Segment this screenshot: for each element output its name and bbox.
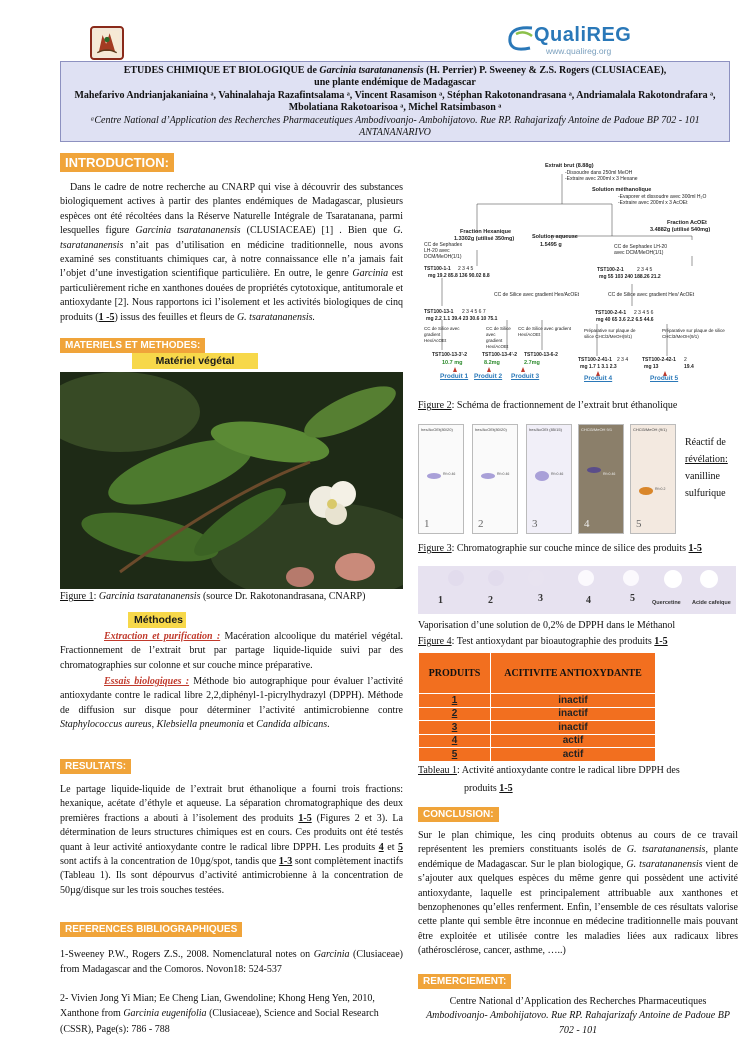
table-row: 4 actif [419,734,656,748]
vegetal-subheading: Matériel végétal [132,353,258,369]
scheme-acoet-mass: 3.4882g (utilisé 540mg) [650,227,711,233]
scheme-p4-method: Préparative sur plaque de silice CHCl3/MeOH(9/1) [584,328,636,339]
scheme-ts1-n: 2 3 4 5 [458,266,474,272]
scheme-ts13: TST100-13-1 [424,309,454,315]
scheme-ts241-mg: mg 1.7 1 3.1 2.3 [580,364,617,370]
scheme-brut-step1: -Dissoudre dans 250ml MeOH [565,170,633,176]
dpph-label-5: 5 [630,593,635,604]
fractionation-scheme [412,160,737,392]
tableau1-caption: Tableau 1: Activité antioxydante contre le radical libre DPPH des [418,765,680,776]
dpph-label-1: 1 [438,595,443,606]
scheme-hex: Fraction Hexanique [460,229,512,235]
scheme-p2-mass: 8.2mg [484,360,500,366]
scheme-p3-code: TST100-13-6-2 [524,352,558,358]
methods-subheading: Méthodes [128,612,186,628]
scheme-brut-step2: -Extraire avec 200ml x 3 Hexane [565,176,638,182]
results-text: Le partage liquide-liquide de l’extrait brut éthanolique a fourni trois fractions: hexanique, acétate d’éthyle et aqueuse. La séparation chromatographique des deux premières fractions a abouti à l’isolement des produits 1-5 (Figures 2 et 3). La détermination de leurs structures chimiques est en cours. Ces produits ont été testés quant à leur activité antioxydante contre le radical libre DPPH. Les produits 4 et 5 sont actifs à la concentration de 10µg/spot, tandis que 1-3 sont complètement inactifs (Tableau 1). Ils sont dépourvus d’activité antimicrobienne à la concentration de 50µg/disque sur les trois souches testées. [60,784,404,896]
product-4-link: Produit 4 [584,375,613,382]
scheme-acoet: Fraction AcOEt [667,220,707,226]
scheme-p2-method: CC de Silice avec gradient Hex/AcOEt [486,326,511,349]
scheme-cc1: CC de Sephadex LH-20 avec DCM/MeOH(1/1) [424,242,463,260]
scheme-ts13-n: 2 3 4 5 6 7 [462,309,486,315]
scheme-methanolic: Solution méthanolique [592,187,652,193]
conclusion-heading: CONCLUSION: [418,807,499,822]
scheme-p2-code: TST100-13-4'-2 [482,352,518,358]
reference-2: 2- Vivien Jong Yi Mian; Ee Cheng Lian, Gwendoline; Khong Heng Yen, 2010, Xanthone from Garcinia eugenifolia (Clusiaceae), Science and Social Research (CSSR), Page(s): 786 - 788 [60,993,379,1035]
dpph-bioautography-strip [418,566,736,614]
scheme-ts241: TST100-2-41-1 [578,357,612,363]
scheme-ts24-mg: mg 40 65 3.6 2.2 6.5 44.6 [596,317,654,323]
authors-line-2: Mbolatiana Rakotoarisoa ᵃ, Michel Ratsimbason ᵃ [288,102,502,114]
scheme-ts242-last: 19.4 [684,364,694,370]
dpph-caption: Vaporisation d’une solution de 0,2% de DPPH dans le Méthanol [418,620,676,631]
qualireg-brand: QualiREG [534,24,632,46]
tlc-plates [418,424,678,536]
scheme-cc-silica2: CC de Silice avec gradient Hex/ AcOEt [608,292,695,298]
scheme-ts241-n: 2 3 4 [617,357,629,363]
materials-heading: MATERIELS ET METHODES: [60,338,205,353]
scheme-p3-mass: 2.7mg [524,360,540,366]
scheme-p1-code: TST100-13-3'-2 [432,352,468,358]
authors-line-1: Mahefarivo Andrianjakaniaina ᵃ, Vahinalahaja Razafintsalama ᵃ, Vincent Rasamison ᵃ, Stéphan Rakotonandrasana ᵃ, Andriamalala Rakotondrafara ᵃ, [74,89,716,101]
scheme-ts242: TST100-2-42-1 [642,357,676,363]
product-3-link: Produit 3 [511,373,540,380]
scheme-p3-method: CC de Silice avec gradient Hex/AcOEt [518,326,572,337]
affiliation: ᵃCentre National d’Application des Recherches Pharmaceutiques Ambodivoanjo- Ambohijatovo. Rue RP. Rahajarizafy Antoine de Padoue BP 702 - 101 ANTANANARIVO [90,114,700,139]
poster-subtitle: une plante endémique de Madagascar [314,77,476,89]
qualireg-url: www.qualireg.org [546,46,612,56]
dpph-label-acide-cafeique: Acide cafeique [692,600,731,606]
qualireg-logo [502,22,652,58]
tlc-plate-2: hex/AcOEt(80/20) Rf=0.46 2 [472,424,518,534]
scheme-ts1: TST100-1-1 [424,266,451,272]
cnarp-logo [90,26,124,60]
revelation-reagent: Réactif de révélation: vanilline sulfurique [685,437,728,499]
antioxidant-table [418,652,656,762]
scheme-cc2: CC de Sephadex LH-20 avec DCM/MeOH(1/1) [614,244,668,256]
scheme-ts1-mg: mg 19.2 85.8 136 90.02 8.8 [428,273,490,279]
poster-title: ETUDES CHIMIQUE ET BIOLOGIQUE de Garcinia tsaratananensis (H. Perrier) P. Sweeney & Z.S. Rogers (CLUSIACEAE), [123,65,667,76]
product-2-link: Produit 2 [474,373,503,380]
scheme-ts242-n: 2 [684,357,687,363]
table-row: 1 inactif [419,694,656,708]
tlc-plate-1: hex/AcOEt(80/20) Rf=0.46 1 [418,424,464,534]
scheme-ts2: TST100-2-1 [597,267,624,273]
figure1-caption: Figure 1: Garcinia tsaratananensis (source Dr. Rakotonandrasana, CNARP) [60,591,366,602]
scheme-hex-mass: 1.3302g (utilisé 350mg) [454,236,515,242]
scheme-p1-mass: 10.7 mg [442,360,463,366]
remerciement-text: Centre National d’Application des Recherches Pharmaceutiques Ambodivoanjo- Ambohijatovo. Rue RP. Rahajarizafy Antoine de Padoue BP 702 - 101 [426,996,730,1036]
dpph-label-4: 4 [586,595,591,606]
reference-1: 1-Sweeney P.W., Rogers Z.S., 2008. Nomenclatural notes on Garcinia (Clusiaceae) from Madagascar and the Comoros. Novon18: 524-537 [60,949,403,976]
dpph-label-quercetine: Quercetine [652,600,681,606]
tlc-plate-5: CHCl3/MeOH (9/1) Rf=0.2 5 [630,424,676,534]
scheme-ts24-n: 2 3 4 5 6 [634,310,654,316]
scheme-ts24: TST100-2-4-1 [595,310,627,316]
dpph-label-2: 2 [488,595,493,606]
conclusion-text: Sur le plan chimique, les cinq produits obtenus au cours de ce travail représentent les premiers constituants isolés de G. tsaratananensis, plante endémique de Madagascar. Sur le plan biologique, G. tsaratananensis vient de s’ajouter aux quelques espèces du même genre qui possèdent une activité antioxydante, laquelle est principalement attribuable aux xanthones et benzophenones qu’elles renferment. Enfin, l’ensemble de ces résultats valorise cette plante qui semble être inconnue en médecine traditionnelle mais pouvant être exploitée et utilisée contre les maladies liées aux radicaux libres (athérosclérose, cancer, asthme, …..) [418,830,739,957]
tableau1-caption-line2: produits 1-5 [464,783,513,794]
scheme-meth-step2: -Extraire avec 200ml x 3 AcOEt [618,200,688,206]
scheme-p1-method: CC de Silice avec gradient Hex/AcOEt [424,326,460,343]
results-heading: RESULTATS: [60,759,131,774]
product-5-link: Produit 5 [650,375,679,382]
remerciement-heading: REMERCIEMENT: [418,974,511,989]
scheme-aq: Solution aqueuse [532,234,578,240]
scheme-ts13-mg: mg 2.2 1.1 39.4 23 30.6 10 75.1 [426,316,498,322]
plant-photo [60,372,403,589]
scheme-brut: Extrait brut (8.88g) [545,163,594,169]
scheme-ts2-mg: mg 55 103 240 188.26 21.2 [599,274,661,280]
tlc-plate-3: hex/AcOEt (85/15) Rf=0.46 3 [526,424,572,534]
figure4-caption: Figure 4: Test antioxydant par bioautographie des produits 1-5 [418,636,668,647]
extraction-text: Extraction et purification : Macération alcoolique du matériel végétal. Fractionnement de l’extrait brut par partage liquide-liquide suivi par des chromatographies sur colonne et sur couche mince préparative. [60,631,403,671]
tlc-plate-4: CHCl3/MeOH 9/1 Rf=0.46 4 [578,424,624,534]
table-row: 3 inactif [419,721,656,735]
figure3-caption: Figure 3: Chromatographie sur couche mince de silice des produits 1-5 [418,543,702,554]
table-row: 2 inactif [419,707,656,721]
scheme-ts242-mg: mg 13 [644,364,659,370]
introduction-text: Dans le cadre de notre recherche au CNARP qui vise à découvrir des substances biologiquement actives à partir des plantes endémiques de Madagascar, plusieurs espèces ont été récoltées dans la Réserve Naturelle Intégrale de Tsaratanana, parmi lesquelles figure Garcinia tsaratananensis (CLUSIACEAE) [1] . Bien que G. tsaratananensis n’ait pas d’utilisation en médicine traditionnelle, nous avons examiné ses constituants chimiques car, à notre connaissance elle n’a jamais fait l’objet d’une investigation scientifique particulière. En outre, le genre Garcinia est particulièrement riche en xanthones douées de propriétés cytotoxique, antitumorale et antioxydante [2]. Nous rapportons ici l’isolement et les activités biologiques de cinq produits (1 -5) issus des feuilles et fleurs de G. tsaratananensis. [60,182,403,323]
table-header-products: PRODUITS [419,653,491,694]
introduction-heading: INTRODUCTION: [60,153,174,172]
table-header-activity: ACITIVITE ANTIOXYDANTE [491,653,656,694]
scheme-ts2-n: 2 3 4 5 [637,267,653,273]
figure2-caption: Figure 2: Schéma de fractionnement de l’extrait brut éthanolique [418,400,678,411]
references-heading: REFERENCES BIBLIOGRAPHIQUES [60,922,242,937]
dpph-label-3: 3 [538,593,543,604]
table-row: 5 actif [419,748,656,762]
product-1-link: Produit 1 [440,373,469,380]
bio-assays-text: Essais biologiques : Méthode bio autographique pour évaluer l’activité antioxydante contre le radical libre 2,2,diphényl-1-picrylhydrazyl (DPPH). Méthode de diffusion sur disque pour déterminer l’activité antimicrobienne contre Staphylococcus aureus, Klebsiella pneumonia et Candida albicans. [60,676,403,731]
scheme-p5-method: Préparative sur plaque de silice CHCl3/MeOH(9/1) [662,328,725,339]
scheme-meth-step1: -Evaporer et dissoudre avec 300ml H₂O [618,194,707,200]
scheme-cc-silica1: CC de Silice avec gradient Hex/AcOEt [494,292,580,298]
title-block [60,61,730,142]
scheme-aq-mass: 1.5495 g [540,242,562,248]
